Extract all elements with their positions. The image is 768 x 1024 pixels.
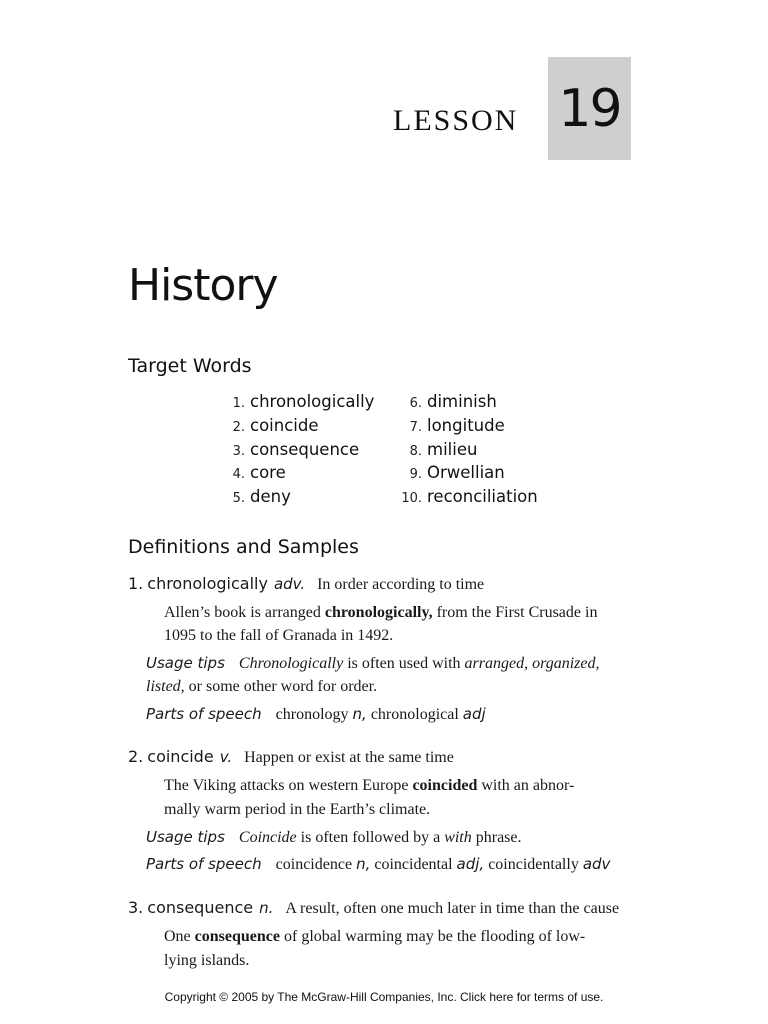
sample-text: One bbox=[164, 928, 195, 945]
sample-text: The Viking attacks on western Europe bbox=[164, 777, 413, 794]
item-number: 6. bbox=[409, 396, 422, 411]
parts-pos: adv bbox=[582, 855, 611, 873]
target-word-item bbox=[226, 487, 374, 511]
entry-headline bbox=[128, 898, 619, 919]
item-number: 1. bbox=[232, 396, 245, 411]
usage-text: or some other word for order. bbox=[184, 678, 378, 695]
sample-text: from the First Crusade in bbox=[432, 604, 598, 621]
item-word: core bbox=[250, 463, 286, 483]
target-words-heading: Target Words bbox=[128, 355, 252, 377]
lesson-label: LESSON bbox=[393, 104, 519, 137]
entry-definition: In order according to time bbox=[317, 576, 485, 593]
entry-headline bbox=[128, 747, 454, 768]
item-number: 4. bbox=[232, 467, 245, 483]
usage-tips-line bbox=[146, 677, 377, 697]
entry-headline bbox=[128, 574, 484, 595]
usage-text: with bbox=[444, 829, 472, 846]
item-number: 7. bbox=[409, 419, 422, 435]
parts-pos: n, bbox=[352, 705, 367, 723]
parts-of-speech-label: Parts of speech bbox=[146, 705, 262, 723]
target-words-column-1 bbox=[226, 392, 374, 511]
item-word: reconciliation bbox=[427, 487, 538, 507]
sample-line: lying islands. bbox=[164, 952, 250, 969]
parts-text: chronological bbox=[366, 706, 463, 723]
page-title: History bbox=[128, 260, 278, 311]
parts-text: coincidence bbox=[275, 856, 357, 873]
item-word: chronologically bbox=[250, 392, 375, 411]
sample-line bbox=[164, 603, 597, 623]
usage-text: Coincide bbox=[238, 829, 297, 846]
entry-number: 2. bbox=[128, 747, 144, 766]
target-words-column-2 bbox=[396, 392, 538, 511]
sample-line: 1095 to the fall of Granada in 1492. bbox=[164, 627, 394, 644]
usage-text: arranged, organized, bbox=[464, 655, 600, 672]
item-word: milieu bbox=[427, 439, 478, 459]
target-word-item bbox=[226, 463, 374, 487]
sample-text: Allen’s book is arranged bbox=[164, 604, 325, 621]
parts-of-speech-label: Parts of speech bbox=[146, 855, 262, 873]
sample-line: mally warm period in the Earth’s climate. bbox=[164, 801, 431, 818]
usage-tips-line bbox=[146, 653, 599, 674]
usage-text: Chronologically bbox=[238, 655, 344, 672]
sample-target-word: consequence bbox=[194, 928, 280, 945]
entry-pos: adv. bbox=[273, 575, 306, 593]
item-word: deny bbox=[250, 487, 291, 507]
parts-of-speech-line bbox=[146, 704, 486, 725]
lesson-number-box bbox=[548, 57, 631, 160]
sample-target-word: coincided bbox=[412, 777, 478, 794]
usage-text: listed, bbox=[146, 678, 185, 695]
usage-tips-line bbox=[146, 827, 522, 848]
item-number: 9. bbox=[409, 467, 422, 483]
entry-number: 3. bbox=[128, 898, 144, 917]
item-number: 5. bbox=[232, 491, 245, 507]
usage-text: is often followed by a bbox=[296, 829, 445, 846]
entry-word: chronologically bbox=[147, 574, 268, 593]
target-word-item bbox=[396, 416, 538, 440]
target-word-item bbox=[226, 416, 374, 440]
item-number: 2. bbox=[232, 419, 245, 435]
sample-target-word: chronologically, bbox=[324, 604, 433, 621]
target-word-item bbox=[226, 392, 374, 416]
entry-word: coincide bbox=[147, 747, 214, 766]
sample-line bbox=[164, 927, 585, 947]
copyright-footer-link[interactable]: Copyright © 2005 by The McGraw-Hill Companies, Inc. Click here for terms of use. bbox=[164, 990, 604, 1004]
item-word: diminish bbox=[427, 392, 497, 411]
parts-pos: n, bbox=[356, 855, 371, 873]
parts-text: coincidental bbox=[370, 856, 457, 873]
entry-pos: n. bbox=[259, 899, 274, 917]
item-word: consequence bbox=[250, 439, 360, 459]
item-number: 8. bbox=[409, 443, 422, 459]
item-word: longitude bbox=[427, 415, 505, 435]
entry-word: consequence bbox=[147, 898, 254, 917]
item-word: Orwellian bbox=[427, 463, 505, 483]
item-word: coincide bbox=[250, 415, 319, 435]
usage-text: is often used with bbox=[343, 655, 465, 672]
target-word-item bbox=[396, 392, 538, 416]
target-word-item bbox=[396, 487, 538, 511]
parts-text: chronology bbox=[275, 706, 353, 723]
usage-text: phrase. bbox=[471, 829, 522, 846]
entry-definition: A result, often one much later in time than the cause bbox=[285, 900, 620, 917]
sample-text: with an abnor- bbox=[477, 777, 575, 794]
definitions-heading: Definitions and Samples bbox=[128, 536, 359, 558]
parts-pos: adj bbox=[462, 705, 486, 723]
parts-of-speech-line bbox=[146, 854, 610, 875]
usage-tips-label: Usage tips bbox=[146, 828, 225, 846]
sample-text: of global warming may be the flooding of low- bbox=[279, 928, 586, 945]
item-number: 10. bbox=[401, 491, 422, 507]
usage-tips-label: Usage tips bbox=[146, 654, 225, 672]
target-word-item bbox=[396, 463, 538, 487]
sample-line bbox=[164, 776, 574, 796]
entry-number: 1. bbox=[128, 574, 144, 593]
target-word-item bbox=[396, 440, 538, 464]
parts-pos: adj, bbox=[456, 855, 485, 873]
entry-definition: Happen or exist at the same time bbox=[244, 749, 454, 766]
item-number: 3. bbox=[232, 443, 245, 459]
entry-pos: v. bbox=[219, 748, 233, 766]
parts-text: coincidentally bbox=[484, 856, 583, 873]
lesson-number: 19 bbox=[558, 79, 621, 139]
target-word-item bbox=[226, 440, 374, 464]
